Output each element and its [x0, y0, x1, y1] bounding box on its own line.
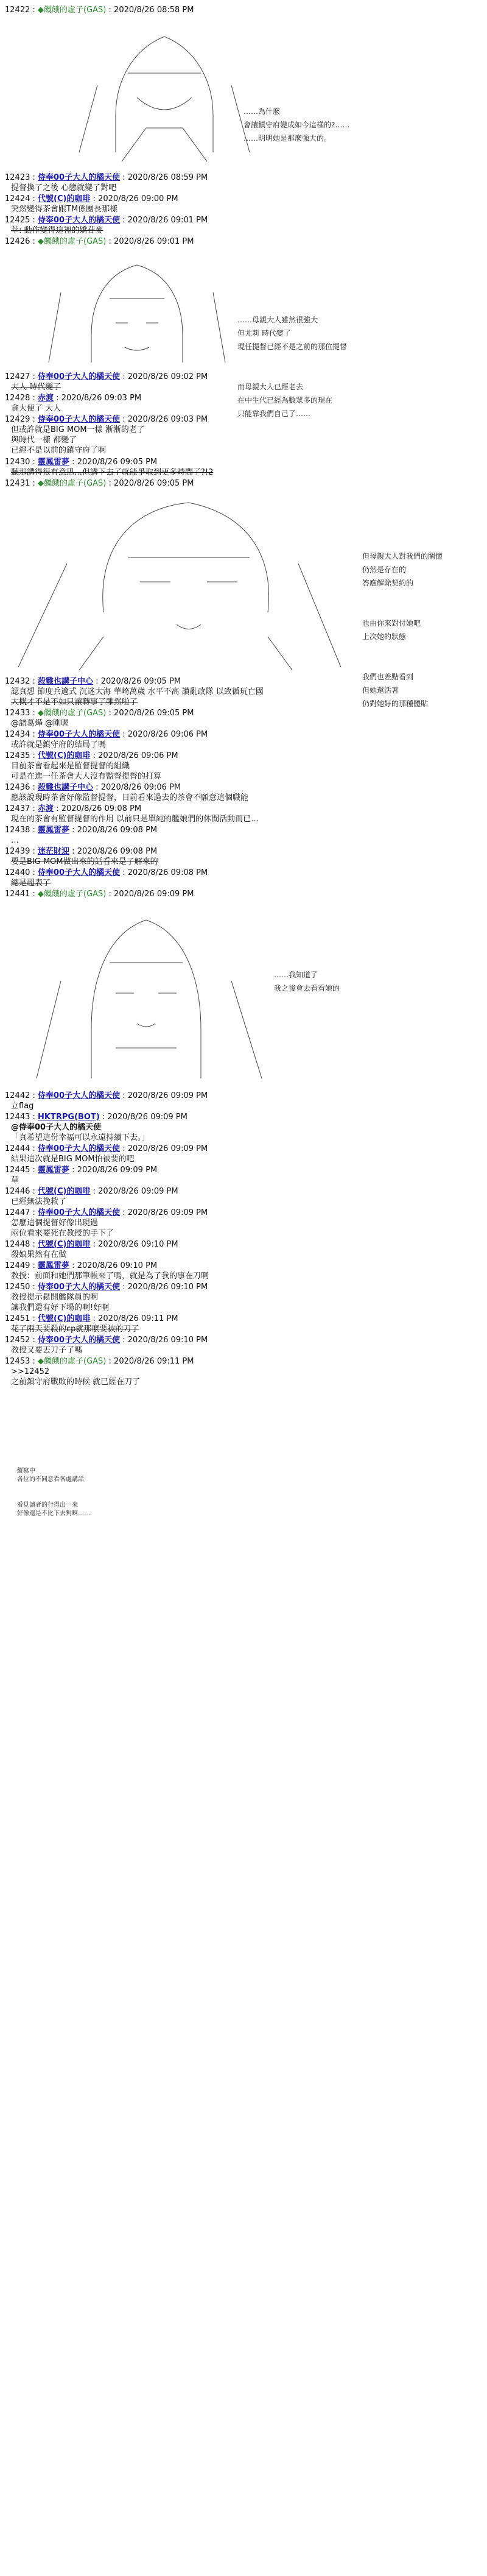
post-12433: 12433 : ◆饑餓的虛子(GAS) : 2020/8/26 09:05 PM @諸葛燁 @剛喔 [5, 709, 194, 728]
art-caption: ……母親大人雖然很強大 但尤莉 時代變了 現任提督已經不是之前的那位提督 而母親大人已經老去 在中生代已經為數眾多的現在 只能靠我們自己了…… [237, 316, 348, 418]
post-12446: 12446 : 代號(C)的咖啡 : 2020/8/26 09:09 PM 已經無法挽救了 [5, 1187, 178, 1206]
post-12427: 12427 : 侍奉00子大人的橘天使 : 2020/8/26 09:02 PM 夫人 時代變了 [5, 372, 208, 392]
post-12440: 12440 : 侍奉00子大人的橘天使 : 2020/8/26 09:08 PM 總是超表了 [5, 868, 208, 888]
post-12451: 12451 : 代號(C)的咖啡 : 2020/8/26 09:11 PM 花了兩天要殺的cp就那麼要被的刀了 [5, 1314, 178, 1334]
post-12442: 12442 : 侍奉00子大人的橘天使 : 2020/8/26 09:09 PM 立flag [5, 1091, 208, 1111]
poster-name[interactable]: 靈鳳雷夢 [38, 1166, 70, 1175]
poster-name[interactable]: 侍奉00子大人的橘天使 [38, 868, 121, 877]
ascii-art-illustration [37, 256, 237, 366]
reply-link[interactable]: >>12452 [11, 1367, 50, 1376]
poster-name[interactable]: ◆饑餓的虛子(GAS) [38, 1357, 107, 1366]
art-caption: ……我知道了 我之後會去看看她的 [274, 971, 340, 993]
post-12438: 12438 : 靈鳳雷夢 : 2020/8/26 09:08 PM … [5, 826, 158, 845]
poster-name[interactable]: 靈鳳雷夢 [38, 1261, 70, 1270]
post-12430: 12430 : 靈鳳雷夢 : 2020/8/26 09:05 PM 聽那講得很有意思…但講下去了就能爭取到更多時間了?!2 [5, 458, 214, 477]
art-caption: 但母親大人對我們的關懷 仍然是存在的 答應解除契約的 也由你來對付她吧 上次她的狀態 我們也差點看到 但她還活著 仍對她好的那種體貼 [362, 552, 443, 708]
post-header: 12422 : ◆饑餓的虛子(GAS) : 2020/8/26 08:58 PM [5, 5, 194, 15]
post-12453: 12453 : ◆饑餓的虛子(GAS) : 2020/8/26 09:11 PM >>12452 之前鎮守府戰敗的時候 就已經在刀了 [5, 1356, 480, 1387]
poster-name[interactable]: 代號(C)的咖啡 [38, 1314, 91, 1323]
poster-name[interactable]: 殺雞也講子中心 [38, 783, 94, 792]
post-12428: 12428 : 赤渡 : 2020/8/26 09:03 PM 貪大便了 大人 [5, 394, 142, 413]
poster-name[interactable]: 殺雞也講子中心 [38, 677, 94, 686]
poster-name[interactable]: 赤渡 [38, 394, 54, 403]
poster-name[interactable]: 侍奉00子大人的橘天使 [38, 415, 121, 424]
post-12435: 12435 : 代號(C)的咖啡 : 2020/8/26 09:06 PM 目前茶會看起來是監督提督的組織 可是在進一任茶會大人沒有監督提督的打算 [5, 751, 178, 781]
post-12444: 12444 : 侍奉00子大人的橘天使 : 2020/8/26 09:09 PM 結果這次就是BIG MOM怕被要的吧 [5, 1144, 208, 1164]
poster-name[interactable]: 侍奉00子大人的橘天使 [38, 1144, 121, 1153]
post-12437: 12437 : 赤渡 : 2020/8/26 09:08 PM 現在的茶會有監督提督的作用 以前只是單純的艦娘們的休閒活動而已… [5, 804, 259, 824]
poster-name[interactable]: 靈鳳雷夢 [38, 458, 70, 467]
poster-name[interactable]: 靈鳳雷夢 [38, 826, 70, 835]
poster-name[interactable]: 侍奉00子大人的橘天使 [38, 372, 121, 381]
poster-name[interactable]: 侍奉00子大人的橘天使 [38, 1283, 121, 1292]
post-12431: 12431 : ◆饑餓的虛子(GAS) : 2020/8/26 09:05 PM [5, 479, 194, 488]
poster-name[interactable]: 侍奉00子大人的橘天使 [38, 1208, 121, 1217]
poster-name[interactable]: ◆饑餓的虛子(GAS) [38, 237, 107, 246]
poster-name[interactable]: 侍奉00子大人的橘天使 [38, 1091, 121, 1100]
post-12443: 12443 : HKTRPG(BOT) : 2020/8/26 09:09 PM @侍奉00子大人的橘天使 「真希望這份幸福可以永遠持續下去。」 [5, 1113, 187, 1142]
post-12432: 12432 : 殺雞也講子中心 : 2020/8/26 09:05 PM 認真想 節度兵適式 沉迷大海 華崎萬歲 水平不高 讚亂政隊 以致循玩亡國 大概才不是不如只讓轉事了雖然啦了 [5, 677, 264, 707]
poster-name[interactable]: HKTRPG(BOT) [38, 1113, 100, 1122]
footer-note: 縱寫中 各位的不同意看各處講話 看見讀者的行得出一來 好像還是不比下去對啊…… [17, 1468, 90, 1517]
poster-name[interactable]: 代號(C)的咖啡 [38, 194, 91, 203]
poster-name[interactable]: ◆饑餓的虛子(GAS) [38, 709, 107, 718]
post-12452: 12452 : 侍奉00子大人的橘天使 : 2020/8/26 09:10 PM 教授又要丟刀子了嗎 [5, 1336, 208, 1355]
post-12449: 12449 : 靈鳳雷夢 : 2020/8/26 09:10 PM 教授：前面和她們那筆帳來了嗎，就是為了我的事在刀啊 [5, 1261, 209, 1281]
poster-name[interactable]: ◆饑餓的虛子(GAS) [38, 890, 107, 899]
poster-name[interactable]: 代號(C)的咖啡 [38, 1187, 91, 1196]
poster-name[interactable]: 侍奉00子大人的橘天使 [38, 216, 121, 225]
post-12439: 12439 : 迷茫財迎 : 2020/8/26 09:08 PM 要是BIG MOM做出來的話看來是了解來的 [5, 847, 158, 866]
poster-name[interactable]: 代號(C)的咖啡 [38, 1240, 91, 1249]
post-12424: 12424 : 代號(C)的咖啡 : 2020/8/26 09:00 PM 突然變得茶會跟TM係團長那樣 [5, 194, 178, 214]
post-12441: 12441 : ◆饑餓的虛子(GAS) : 2020/8/26 09:09 PM [5, 890, 194, 899]
post-12422 [5, 5, 480, 15]
poster-name[interactable]: 侍奉00子大人的橘天使 [38, 1336, 121, 1345]
post-12429: 12429 : 侍奉00子大人的橘天使 : 2020/8/26 09:03 PM 但或許就是BIG MOM一樣 漸漸的老了 與時代一樣 都變了 已經不是以前的鎮守府了啊 [5, 415, 208, 455]
post-12426: 12426 : ◆饑餓的虛子(GAS) : 2020/8/26 09:01 PM [5, 237, 194, 246]
post-12434: 12434 : 侍奉00子大人的橘天使 : 2020/8/26 09:06 PM 或許就是鎮守府的結局了嗎 [5, 730, 208, 749]
poster-name[interactable]: 迷茫財迎 [38, 847, 70, 856]
post-12447: 12447 : 侍奉00子大人的橘天使 : 2020/8/26 09:09 PM 怎麼這個提督好像出現過 兩位看來要死在教授的手下了 [5, 1208, 208, 1238]
post-12423: 12423 : 侍奉00子大人的橘天使 : 2020/8/26 08:59 PM 提督換了之後 心態就變了對吧 [5, 173, 208, 193]
poster-name[interactable]: 侍奉00子大人的橘天使 [38, 173, 121, 182]
post-12425: 12425 : 侍奉00子大人的橘天使 : 2020/8/26 09:01 PM 萃: 動作變得這裡的嬌苷麥 [5, 216, 208, 235]
poster-name[interactable]: 侍奉00子大人的橘天使 [38, 730, 121, 739]
art-caption: ……為什麼 會讓鎮守府變成如今這樣的?…… ……明明她是那麼強大的。 [244, 107, 350, 143]
post-12445: 12445 : 靈鳳雷夢 : 2020/8/26 09:09 PM 草 [5, 1166, 158, 1185]
ascii-art-illustration [6, 490, 347, 673]
poster-name[interactable]: ◆饑餓的虛子(GAS) [38, 479, 107, 488]
poster-name[interactable]: 代號(C)的咖啡 [38, 751, 91, 760]
post-12436: 12436 : 殺雞也講子中心 : 2020/8/26 09:06 PM 應該說現時茶會好像監督提督，目前看來過去的茶會不願意這個職能 [5, 783, 249, 802]
ascii-art-illustration [24, 908, 274, 1085]
post-12450: 12450 : 侍奉00子大人的橘天使 : 2020/8/26 09:10 PM 教授提示鬆開艦隊員的啊 讓我們還有好下場的啊!好啊 [5, 1283, 208, 1312]
poster-name[interactable]: 赤渡 [38, 804, 54, 813]
post-12448: 12448 : 代號(C)的咖啡 : 2020/8/26 09:10 PM 殺娘果然有在做 [5, 1240, 178, 1259]
poster-name[interactable]: ◆饑餓的虛子(GAS) [38, 5, 107, 15]
